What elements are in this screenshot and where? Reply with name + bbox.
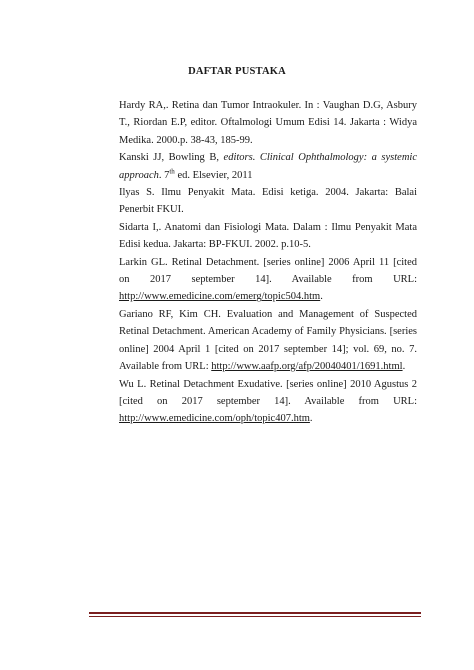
reference-link[interactable]: http://www.aafp.org/afp/20040401/1691.html (211, 361, 403, 373)
footer-rule (89, 612, 421, 614)
reference-list (119, 97, 417, 428)
reference-link[interactable]: http://www.emedicine.com/oph/topic407.htm (119, 413, 310, 425)
reference-tail: . (309, 413, 313, 425)
reference-publisher: ed. Elsevier, 2011 (174, 169, 253, 181)
reference-text: Gariano RF, Kim CH. Evaluation and Management of Suspected Retinal Detachment. American Academy of Family Physicians. [series online] 2004 April 1 [cited on 2017 september 14]; vol. 69, no. 7. Available from URL: (119, 308, 417, 373)
reference-text: Larkin GL. Retinal Detachment. [series online] 2006 April 11 [cited on 2017 september 14]. Available from URL: (119, 256, 417, 286)
reference-edition: . 7 (158, 169, 170, 181)
reference-item (119, 254, 417, 306)
reference-item (119, 149, 417, 184)
reference-item (119, 184, 417, 219)
reference-text: Ilyas S. Ilmu Penyakit Mata. Edisi ketiga. 2004. Jakarta: Balai Penerbit FKUI. (119, 187, 417, 216)
reference-italic-title: editors. Clinical Ophthalmology: a systemic approach (119, 152, 417, 181)
footer-rule-thin (89, 616, 421, 617)
reference-text: Wu L. Retinal Detachment Exudative. [series online] 2010 Agustus 2 [cited on 2017 september 14]. Available from URL: (119, 378, 417, 407)
reference-link[interactable]: http://www.emedicine.com/emerg/topic504.htm (119, 291, 321, 303)
reference-superscript: th (169, 167, 175, 176)
reference-item (119, 306, 417, 376)
reference-tail: . (320, 291, 323, 303)
reference-tail: . (402, 361, 406, 373)
reference-text: Hardy RA,. Retina dan Tumor Intraokuler. In : Vaughan D.G, Asbury T., Riordan E.P, editor. Oftalmologi Umum Edisi 14. Jakarta : Widya Medika. 2000.p. 38-43, 185-99. (119, 100, 417, 146)
reference-item (119, 97, 417, 149)
page-title: DAFTAR PUSTAKA (188, 66, 286, 77)
reference-authors: Kanski JJ, Bowling B, (119, 152, 224, 164)
reference-item (119, 219, 417, 254)
reference-text: Sidarta I,. Anatomi dan Fisiologi Mata. Dalam : Ilmu Penyakit Mata Edisi kedua. Jakarta: BP-FKUI. 2002. p.10-5. (119, 221, 417, 251)
reference-item (119, 376, 417, 428)
